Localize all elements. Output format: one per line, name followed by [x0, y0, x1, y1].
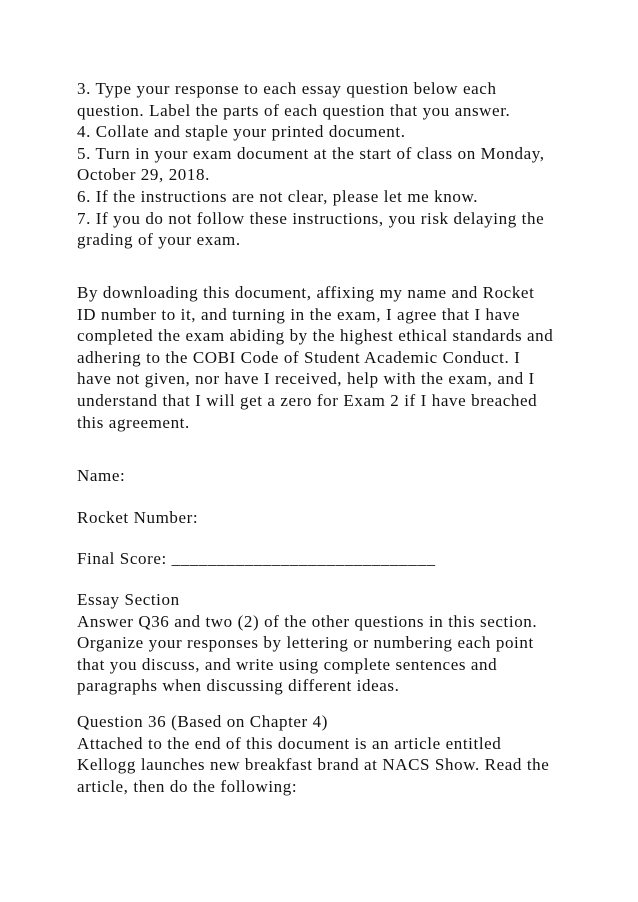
rocket-number-field-label: Rocket Number: — [77, 508, 199, 527]
essay-line: Answer Q36 and two (2) of the other questions in this section. — [77, 611, 538, 631]
agreement-line: understand that I will get a zero for Exam 2 if I have breached — [77, 390, 538, 410]
agreement-line: completed the exam abiding by the highest ethical standards and — [77, 326, 554, 346]
name-field-label: Name: — [77, 466, 126, 485]
question-36-heading: Question 36 (Based on Chapter 4) — [77, 712, 329, 731]
question-line: article, then do the following: — [77, 776, 298, 796]
essay-line: Organize your responses by lettering or numbering each point — [77, 633, 534, 653]
final-score-field-label: Final Score: _____________________________ — [77, 549, 436, 568]
instruction-line: 7. If you do not follow these instructions, you risk delaying the — [77, 208, 545, 228]
agreement-line: this agreement. — [77, 412, 190, 432]
agreement-paragraph — [77, 282, 577, 433]
agreement-line: have not given, nor have I received, help with the exam, and I — [77, 369, 535, 389]
essay-section — [77, 589, 577, 697]
instruction-line: 5. Turn in your exam document at the start of class on Monday, — [77, 143, 545, 163]
question-line: Attached to the end of this document is an article entitled — [77, 733, 502, 753]
instruction-line: 4. Collate and staple your printed document. — [77, 122, 406, 142]
instruction-line: 6. If the instructions are not clear, please let me know. — [77, 186, 479, 206]
instruction-line: question. Label the parts of each question that you answer. — [77, 100, 511, 120]
essay-line: that you discuss, and write using complete sentences and — [77, 654, 498, 674]
agreement-line: By downloading this document, affixing my name and Rocket — [77, 283, 535, 302]
instructions-list — [77, 78, 577, 251]
agreement-line: ID number to it, and turning in the exam, I agree that I have — [77, 304, 521, 324]
instruction-line: October 29, 2018. — [77, 165, 210, 185]
question-36 — [77, 711, 577, 797]
essay-line: paragraphs when discussing different ideas. — [77, 676, 400, 696]
question-line: Kellogg launches new breakfast brand at NACS Show. Read the — [77, 755, 550, 775]
instruction-line: grading of your exam. — [77, 230, 241, 250]
essay-section-heading: Essay Section — [77, 590, 180, 609]
instruction-line: 3. Type your response to each essay question below each — [77, 79, 497, 98]
agreement-line: adhering to the COBI Code of Student Academic Conduct. I — [77, 347, 521, 367]
